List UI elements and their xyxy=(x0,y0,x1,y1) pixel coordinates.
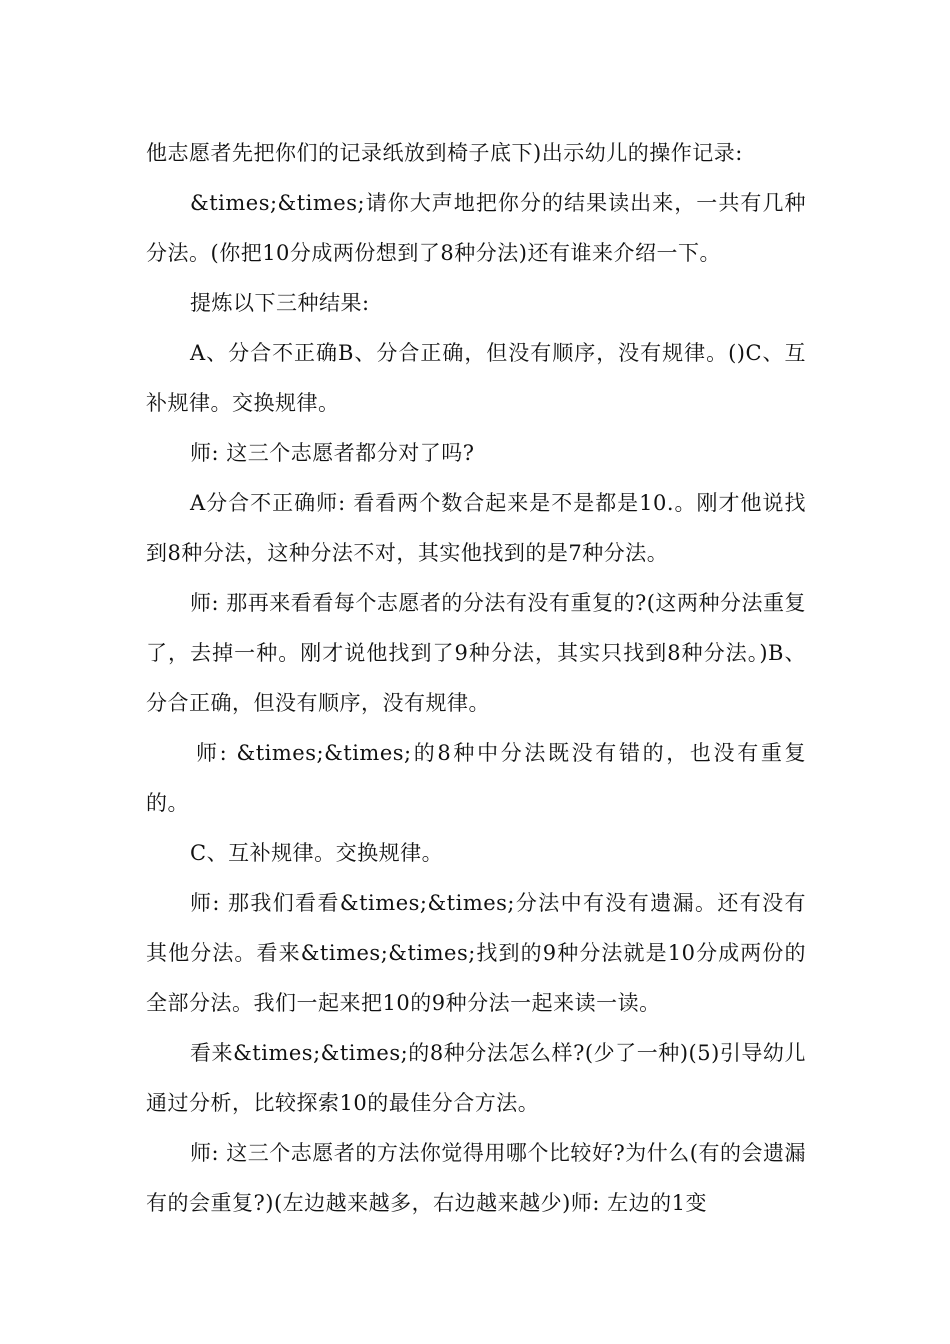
paragraph-7: 师: 那再来看看每个志愿者的分法有没有重复的?(这两种分法重复了，去掉一种。刚才说他找到了9种分法，其实只找到8种分法。)B、分合正确，但没有顺序，没有规律。 xyxy=(146,591,806,715)
paragraph-1: 他志愿者先把你们的记录纸放到椅子底下)出示幼儿的操作记录: xyxy=(146,141,743,165)
paragraph-6: A分合不正确师: 看看两个数合起来是不是都是10.。刚才他说找到8种分法，这种分法不对，其实他找到的是7种分法。 xyxy=(146,491,806,565)
paragraph-12: 师: 这三个志愿者的方法你觉得用哪个比较好?为什么(有的会遗漏有的会重复?)(左边越来越多，右边越来越少)师: 左边的1变 xyxy=(146,1141,806,1215)
document-body xyxy=(146,128,806,1228)
paragraph-5: 师: 这三个志愿者都分对了吗? xyxy=(190,441,475,465)
paragraph-8: 师: &times;&times;的8种中分法既没有错的，也没有重复的。 xyxy=(146,741,806,815)
paragraph-11: 看来&times;&times;的8种分法怎么样?(少了一种)(5)引导幼儿通过分析，比较探索10的最佳分合方法。 xyxy=(146,1041,806,1115)
paragraph-3: 提炼以下三种结果: xyxy=(190,291,370,315)
paragraph-10: 师: 那我们看看&times;&times;分法中有没有遗漏。还有没有其他分法。看来&times;&times;找到的9种分法就是10分成两份的全部分法。我们一起来把10的9种分法一起来读一读。 xyxy=(146,891,806,1015)
paragraph-9: C、互补规律。交换规律。 xyxy=(190,841,444,865)
paragraph-4: A、分合不正确B、分合正确，但没有顺序，没有规律。()C、互补规律。交换规律。 xyxy=(146,341,806,415)
paragraph-2: &times;&times;请你大声地把你分的结果读出来，一共有几种分法。(你把10分成两份想到了8种分法)还有谁来介绍一下。 xyxy=(146,191,806,265)
